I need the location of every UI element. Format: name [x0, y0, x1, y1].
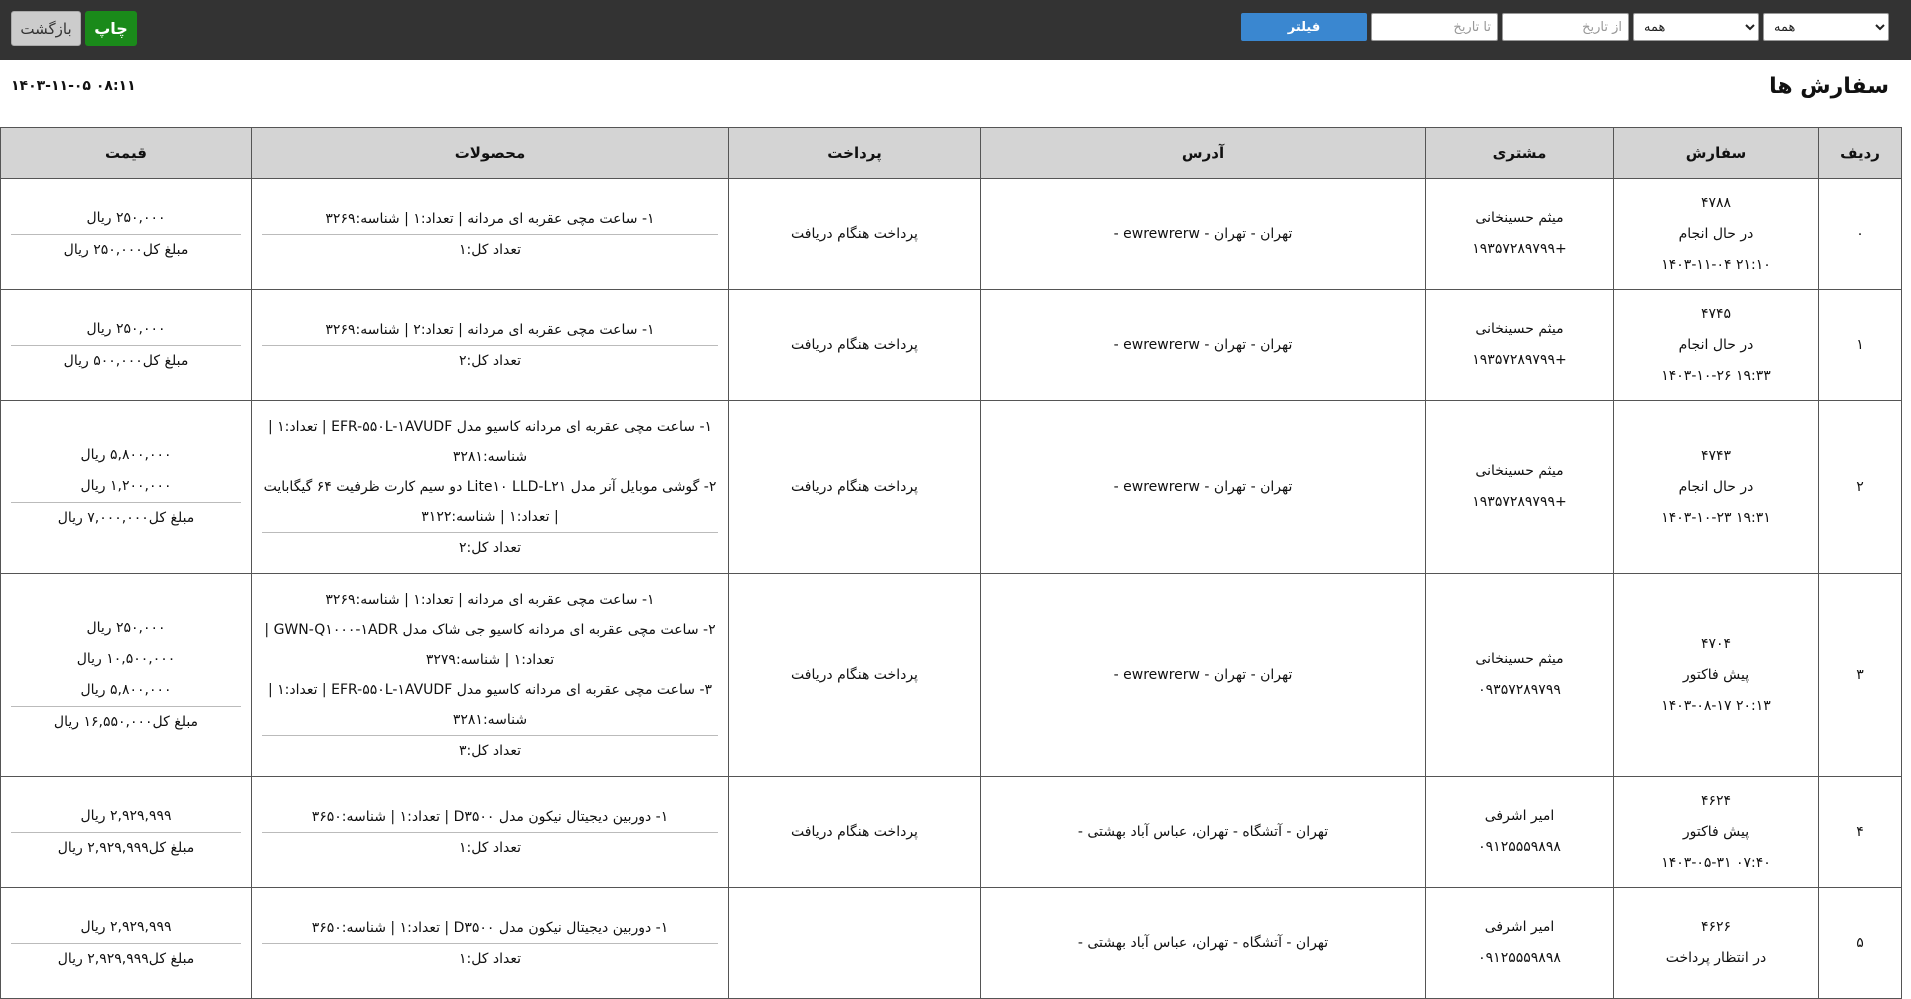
order-cell — [1614, 574, 1819, 777]
payment-cell: پرداخت هنگام دریافت — [729, 179, 981, 290]
price-cell — [1, 290, 252, 401]
product-item: ۱- دوربین دیجیتال نیکون مدل D۳۵۰۰ | تعداد:۱ | شناسه:۳۶۵۰ — [311, 808, 669, 825]
header-products: محصولات — [252, 128, 729, 179]
customer-name: امیر اشرفی — [1484, 808, 1555, 824]
price-total: مبلغ کل۵۰۰,۰۰۰ ریال — [11, 345, 241, 377]
customer-phone: +۱۹۳۵۷۲۸۹۷۹۹ — [1472, 494, 1567, 510]
payment-cell — [729, 888, 981, 999]
order-id: ۴۶۲۴ — [1700, 792, 1732, 809]
payment-cell: پرداخت هنگام دریافت — [729, 777, 981, 888]
header-payment: پرداخت — [729, 128, 981, 179]
order-status: در حال انجام — [1678, 336, 1754, 353]
customer-cell — [1426, 290, 1614, 401]
price-item: ۱,۲۰۰,۰۰۰ ریال — [80, 478, 172, 494]
product-item: ۱- ساعت مچی عقربه ای مردانه | تعداد:۱ | شناسه:۳۲۶۹ — [325, 210, 655, 227]
customer-name: میثم حسینخانی — [1475, 210, 1564, 226]
payment-cell: پرداخت هنگام دریافت — [729, 401, 981, 574]
order-status: در انتظار پرداخت — [1665, 950, 1767, 966]
products-cell — [252, 888, 729, 999]
products-cell — [252, 777, 729, 888]
order-id: ۴۷۰۴ — [1700, 635, 1732, 652]
table-header-row — [1, 128, 1902, 179]
payment-cell: پرداخت هنگام دریافت — [729, 574, 981, 777]
products-total: تعداد کل:۱ — [262, 832, 718, 863]
product-item: ۱- دوربین دیجیتال نیکون مدل D۳۵۰۰ | تعداد:۱ | شناسه:۳۶۵۰ — [311, 919, 669, 936]
products-cell — [252, 401, 729, 574]
address-cell: تهران - تهران - ewrewrerw - — [981, 179, 1426, 290]
to-date-input[interactable] — [1371, 13, 1498, 41]
print-button[interactable]: چاپ — [85, 11, 137, 46]
row-index: ۰ — [1819, 179, 1902, 290]
price-cell — [1, 401, 252, 574]
filter-select-2[interactable] — [1633, 13, 1759, 41]
products-total: تعداد کل:۱ — [262, 234, 718, 265]
row-index: ۱ — [1819, 290, 1902, 401]
order-id: ۴۷۴۵ — [1700, 305, 1732, 322]
product-item: ۳- ساعت مچی عقربه ای مردانه کاسیو مدل EFR-۵۵۰L-۱AVUDF | تعداد:۱ | شناسه:۳۲۸۱ — [267, 681, 713, 728]
price-total: مبلغ کل۲,۹۲۹,۹۹۹ ریال — [11, 832, 241, 864]
order-id: ۴۷۸۸ — [1700, 194, 1732, 211]
customer-phone: ۰۹۳۵۷۲۸۹۷۹۹ — [1478, 682, 1561, 698]
address-cell: تهران - تهران - ewrewrerw - — [981, 290, 1426, 401]
header-index: ردیف — [1819, 128, 1902, 179]
back-button[interactable]: بازگشت — [11, 11, 81, 46]
order-cell — [1614, 179, 1819, 290]
price-item: ۲۵۰,۰۰۰ ریال — [86, 320, 166, 337]
price-cell — [1, 574, 252, 777]
table-row — [1, 290, 1902, 401]
product-item: ۲- ساعت مچی عقربه ای مردانه کاسیو جی شاک مدل GWN-Q۱۰۰۰-۱ADR | تعداد:۱ | شناسه:۳۲۷۹ — [264, 621, 716, 668]
order-cell — [1614, 888, 1819, 999]
customer-phone: +۱۹۳۵۷۲۸۹۷۹۹ — [1472, 241, 1567, 257]
row-index: ۲ — [1819, 401, 1902, 574]
order-id: ۴۷۴۳ — [1700, 447, 1732, 464]
price-cell — [1, 179, 252, 290]
address-cell: تهران - تهران - ewrewrerw - — [981, 574, 1426, 777]
order-date: ۱۴۰۳-۱۰-۲۳ ۱۹:۳۱ — [1661, 509, 1771, 526]
customer-phone: +۱۹۳۵۷۲۸۹۷۹۹ — [1472, 352, 1567, 368]
customer-cell — [1426, 777, 1614, 888]
header-address: آدرس — [981, 128, 1426, 179]
table-row — [1, 888, 1902, 999]
products-cell — [252, 179, 729, 290]
price-cell — [1, 777, 252, 888]
customer-cell — [1426, 888, 1614, 999]
row-index: ۵ — [1819, 888, 1902, 999]
header-price: قیمت — [1, 128, 252, 179]
filter-button[interactable]: فیلتر — [1241, 13, 1367, 41]
table-row — [1, 574, 1902, 777]
from-date-input[interactable] — [1502, 13, 1629, 41]
table-row — [1, 179, 1902, 290]
price-total: مبلغ کل۲,۹۲۹,۹۹۹ ریال — [11, 943, 241, 975]
order-status: در حال انجام — [1678, 478, 1754, 495]
table-row — [1, 401, 1902, 574]
customer-name: امیر اشرفی — [1484, 919, 1555, 935]
customer-cell — [1426, 401, 1614, 574]
customer-name: میثم حسینخانی — [1475, 651, 1564, 667]
order-date: ۱۴۰۳-۱۰-۲۶ ۱۹:۳۳ — [1661, 367, 1771, 384]
orders-table — [0, 127, 1902, 999]
price-total: مبلغ کل۱۶,۵۵۰,۰۰۰ ریال — [11, 706, 241, 738]
customer-cell — [1426, 179, 1614, 290]
product-item: ۲- گوشی موبایل آنر مدل Lite۱۰ LLD-L۲۱ دو سیم کارت ظرفیت ۶۴ گیگابایت | تعداد:۱ | شناسه:۳۱۲۲ — [263, 478, 717, 525]
product-item: ۱- ساعت مچی عقربه ای مردانه | تعداد:۲ | شناسه:۳۲۶۹ — [325, 321, 655, 338]
customer-cell — [1426, 574, 1614, 777]
order-status: در حال انجام — [1678, 225, 1754, 242]
price-item: ۵,۸۰۰,۰۰۰ ریال — [80, 681, 172, 698]
price-item: ۵,۸۰۰,۰۰۰ ریال — [80, 447, 172, 463]
address-cell: تهران - تهران - ewrewrerw - — [981, 401, 1426, 574]
products-cell — [252, 290, 729, 401]
filter-select-1[interactable] — [1763, 13, 1889, 41]
order-date: ۱۴۰۳-۱۱-۰۴ ۲۱:۱۰ — [1661, 256, 1771, 273]
customer-name: میثم حسینخانی — [1475, 321, 1564, 337]
price-total: مبلغ کل۷,۰۰۰,۰۰۰ ریال — [11, 502, 241, 534]
product-item: ۱- ساعت مچی عقربه ای مردانه | تعداد:۱ | شناسه:۳۲۶۹ — [325, 591, 655, 608]
order-cell — [1614, 777, 1819, 888]
top-toolbar — [0, 0, 1911, 60]
order-status: پیش فاکتور — [1682, 666, 1750, 683]
order-status: پیش فاکتور — [1682, 823, 1750, 840]
header-order: سفارش — [1614, 128, 1819, 179]
order-id: ۴۶۲۶ — [1700, 919, 1732, 935]
products-total: تعداد کل:۳ — [262, 735, 718, 766]
price-total: مبلغ کل۲۵۰,۰۰۰ ریال — [11, 234, 241, 266]
customer-name: میثم حسینخانی — [1475, 463, 1564, 479]
order-cell — [1614, 290, 1819, 401]
products-total: تعداد کل:۲ — [262, 532, 718, 563]
customer-phone: ۰۹۱۲۵۵۵۹۸۹۸ — [1478, 950, 1561, 966]
order-cell — [1614, 401, 1819, 574]
price-cell — [1, 888, 252, 999]
price-item: ۲,۹۲۹,۹۹۹ ریال — [80, 918, 172, 935]
order-date: ۱۴۰۳-۰۵-۳۱ ۰۷:۴۰ — [1661, 854, 1771, 871]
address-cell: تهران - آتشگاه - تهران، عباس آباد بهشتی - — [981, 777, 1426, 888]
price-item: ۲۵۰,۰۰۰ ریال — [86, 209, 166, 226]
page-title: سفارش ها — [1769, 74, 1889, 99]
row-index: ۳ — [1819, 574, 1902, 777]
products-total: تعداد کل:۱ — [262, 943, 718, 974]
price-item: ۱۰,۵۰۰,۰۰۰ ریال — [76, 650, 176, 667]
product-item: ۱- ساعت مچی عقربه ای مردانه کاسیو مدل EFR-۵۵۰L-۱AVUDF | تعداد:۱ | شناسه:۳۲۸۱ — [267, 418, 713, 465]
address-cell: تهران - آتشگاه - تهران، عباس آباد بهشتی - — [981, 888, 1426, 999]
current-datetime: ۱۴۰۳-۱۱-۰۵ ۰۸:۱۱ — [11, 78, 136, 94]
table-row — [1, 777, 1902, 888]
products-cell — [252, 574, 729, 777]
price-item: ۲۵۰,۰۰۰ ریال — [86, 619, 166, 636]
products-total: تعداد کل:۲ — [262, 345, 718, 376]
payment-cell: پرداخت هنگام دریافت — [729, 290, 981, 401]
header-customer: مشتری — [1426, 128, 1614, 179]
customer-phone: ۰۹۱۲۵۵۵۹۸۹۸ — [1478, 839, 1561, 855]
row-index: ۴ — [1819, 777, 1902, 888]
price-item: ۲,۹۲۹,۹۹۹ ریال — [80, 807, 172, 824]
order-date: ۱۴۰۳-۰۸-۱۷ ۲۰:۱۳ — [1661, 697, 1771, 714]
